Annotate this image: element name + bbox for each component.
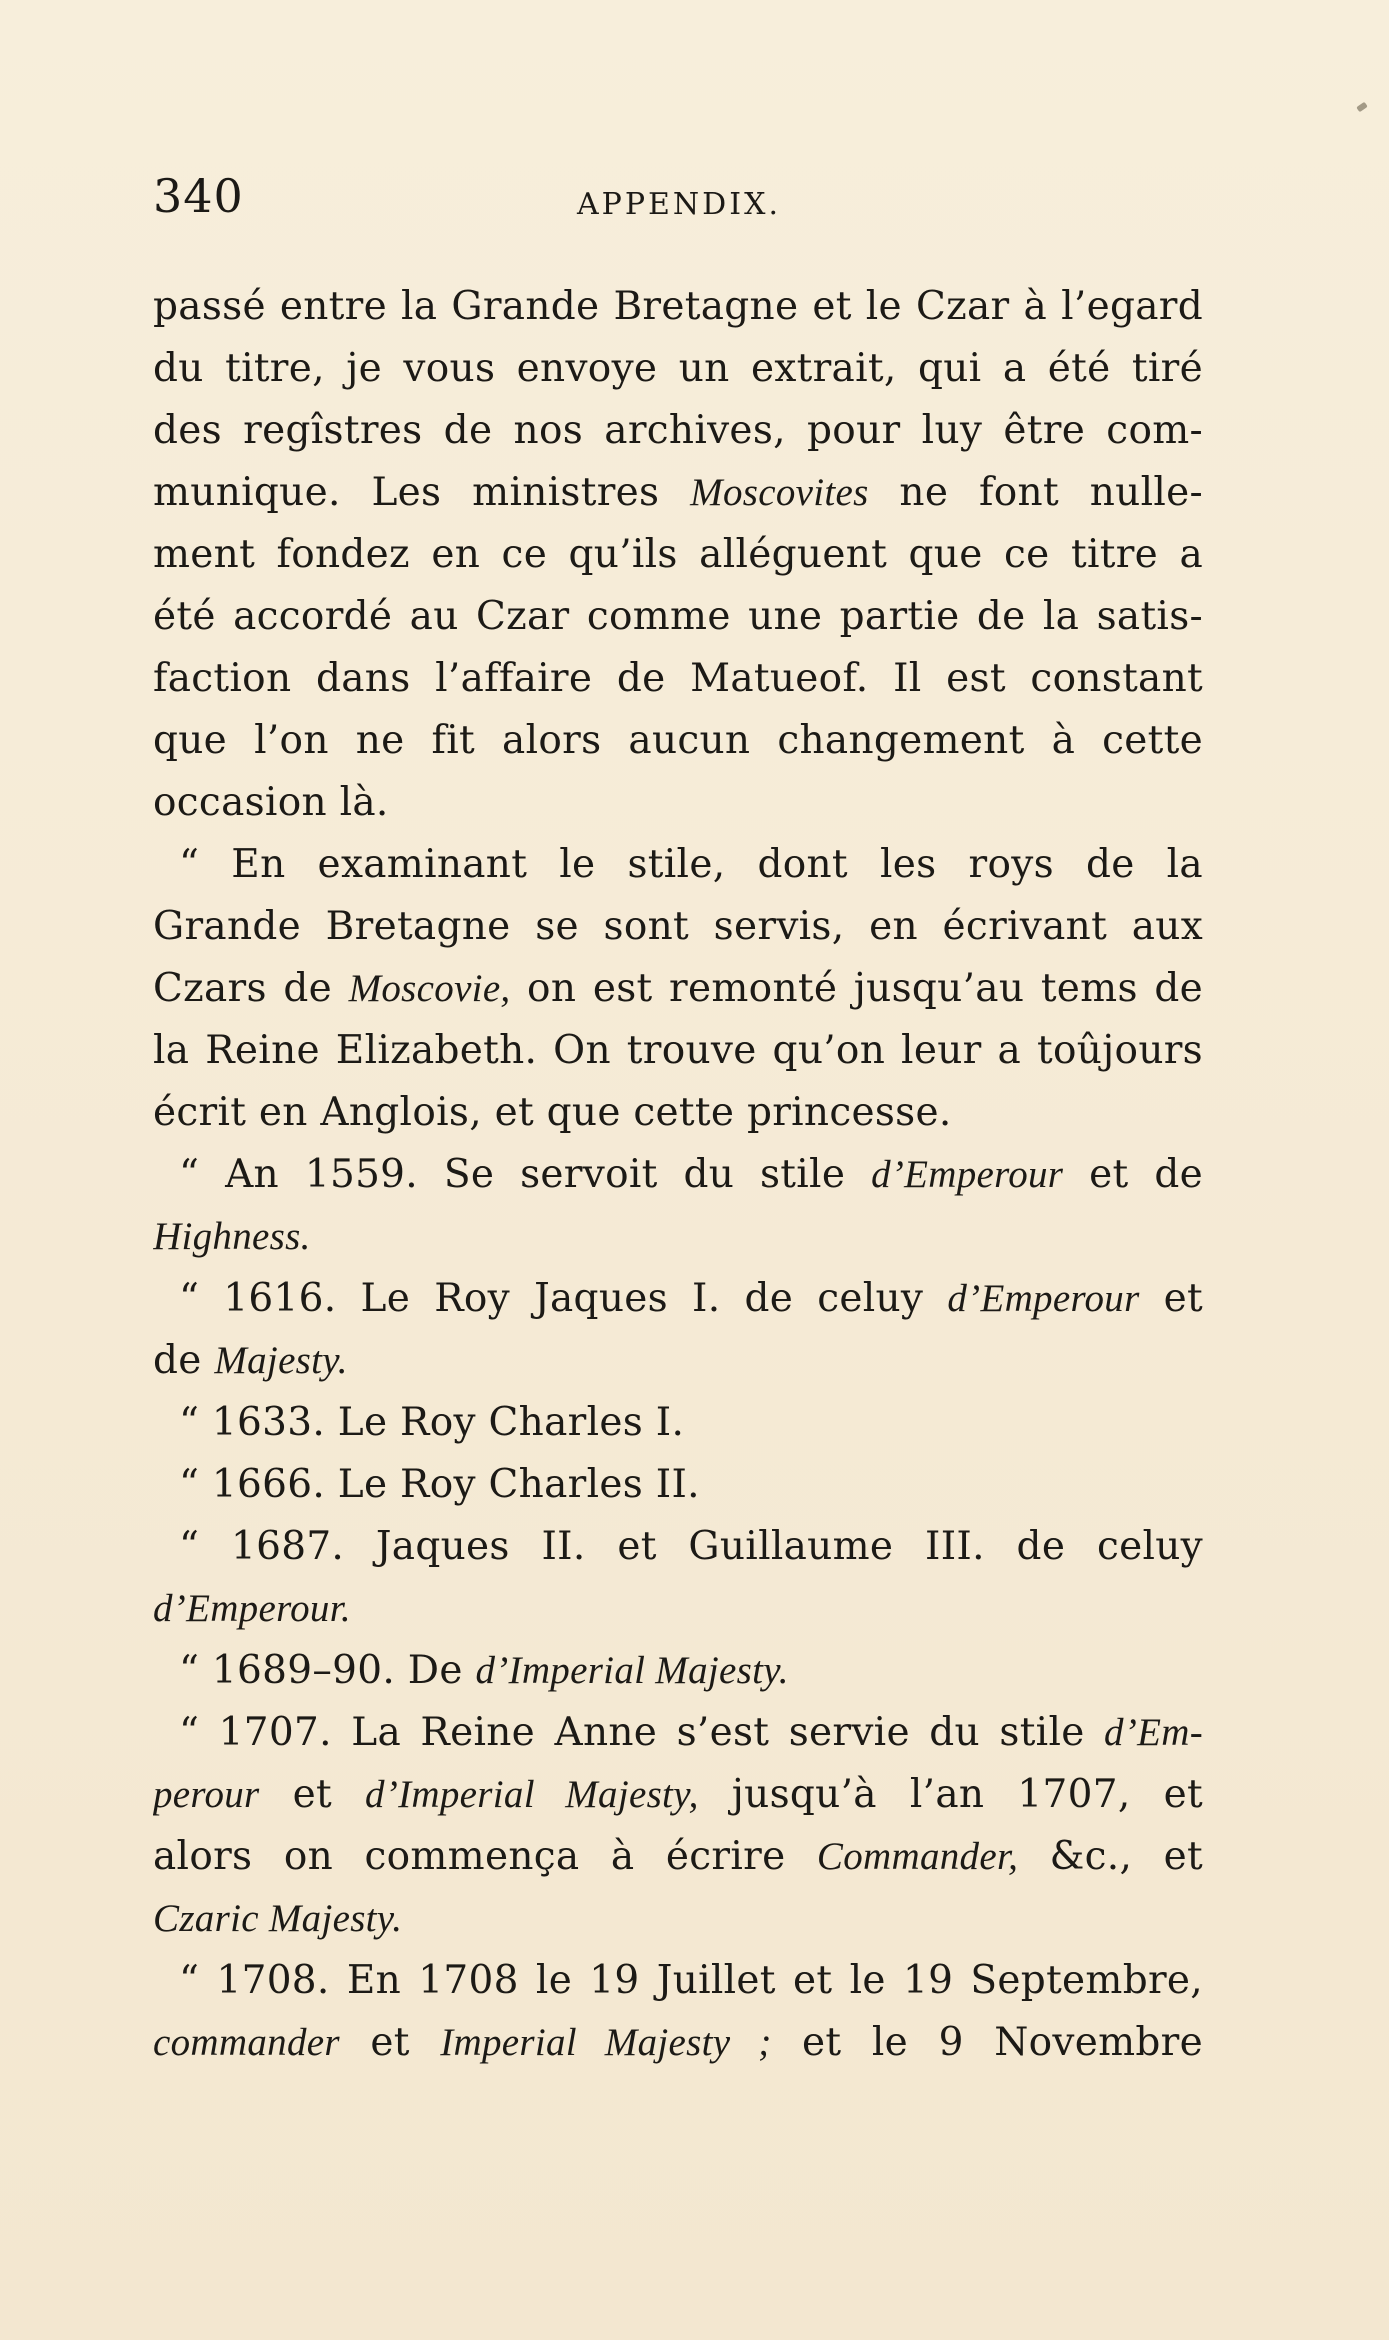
text-line: “ 1687. Jaques II. et Guillaume III. de celuy (179, 1524, 1203, 1569)
text-line: perour et d’Imperial Majesty, jusqu’à l’an 1707, et (153, 1772, 1203, 1817)
text-line: faction dans l’affaire de Matueof. Il est constant (153, 656, 1203, 701)
text-line: Grande Bretagne se sont servis, en écrivant aux (153, 904, 1203, 949)
text-line: Czars de Moscovie, on est remonté jusqu’au tems de (153, 966, 1203, 1011)
text-line: la Reine Elizabeth. On trouve qu’on leur a toûjours (153, 1028, 1203, 1073)
text-line: alors on commença à écrire Commander, &c., et (153, 1834, 1203, 1879)
text-line: ment fondez en ce qu’ils alléguent que ce titre a (153, 532, 1203, 577)
text-line: “ En examinant le stile, dont les roys de la (179, 842, 1203, 887)
text-line: “ 1708. En 1708 le 19 Juillet et le 19 Septembre, (179, 1958, 1203, 2003)
text-line: commander et Imperial Majesty ; et le 9 Novembre (153, 2020, 1203, 2065)
text-line: passé entre la Grande Bretagne et le Czar à l’egard (153, 284, 1203, 329)
text-line: écrit en Anglois, et que cette princesse. (153, 1090, 952, 1135)
text-line: “ 1616. Le Roy Jaques I. de celuy d’Emperour et (179, 1276, 1203, 1321)
text-line: munique. Les ministres Moscovites ne font nulle- (153, 470, 1203, 515)
text-line: du titre, je vous envoye un extrait, qui a été tiré (153, 346, 1203, 391)
text-line: Highness. (153, 1215, 311, 1258)
text-line: occasion là. (153, 780, 389, 825)
text-line: “ 1689–90. De d’Imperial Majesty. (179, 1648, 789, 1693)
text-line: Czaric Majesty. (153, 1897, 403, 1940)
text-line: d’Emperour. (153, 1587, 351, 1630)
body-text (153, 276, 1203, 2074)
text-line: des regîstres de nos archives, pour luy être com- (153, 408, 1203, 453)
text-line: “ 1707. La Reine Anne s’est servie du stile d’Em- (179, 1710, 1203, 1755)
text-line: “ 1666. Le Roy Charles II. (179, 1462, 700, 1507)
text-line: “ 1633. Le Roy Charles I. (179, 1400, 685, 1445)
text-line: “ An 1559. Se servoit du stile d’Emperour et de (179, 1152, 1203, 1197)
text-line: que l’on ne fit alors aucun changement à cette (153, 718, 1203, 763)
text-line: de Majesty. (153, 1338, 348, 1383)
running-head: APPENDIX. (577, 187, 781, 222)
text-line: été accordé au Czar comme une partie de la satis- (153, 594, 1203, 639)
page-number: 340 (153, 169, 244, 223)
ink-speck (1356, 102, 1368, 113)
